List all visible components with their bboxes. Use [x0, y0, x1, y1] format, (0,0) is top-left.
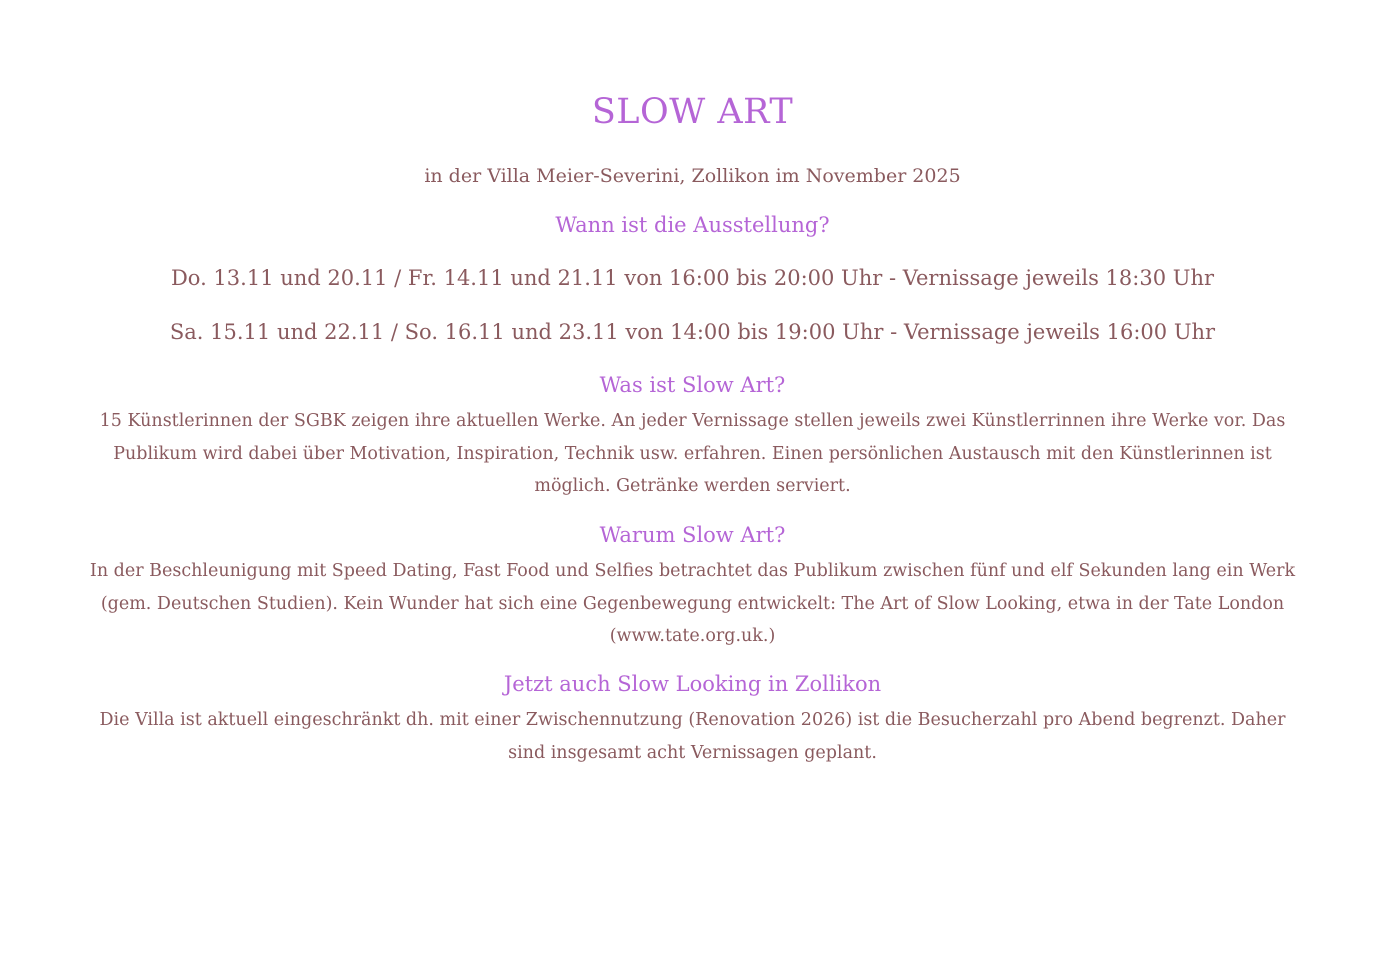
heading-when: Wann ist die Ausstellung?: [555, 213, 830, 237]
heading-why: Warum Slow Art?: [599, 523, 786, 547]
page-subtitle: in der Villa Meier-Severini, Zollikon im November 2025: [424, 165, 961, 187]
heading-now: Jetzt auch Slow Looking in Zollikon: [503, 672, 882, 696]
dates-line-2: Sa. 15.11 und 22.11 / So. 16.11 und 23.11 von 14:00 bis 19:00 Uhr - Vernissage jeweils 16:00 Uhr: [169, 320, 1216, 344]
paragraph-now: Die Villa ist aktuell eingeschränkt dh. mit einer Zwischennutzung (Renovation 2026) ist die Besucherzahl pro Abend begrenzt. Daher sind insgesamt acht Vernissagen geplant.: [99, 710, 1286, 763]
heading-what: Was ist Slow Art?: [599, 373, 786, 397]
dates-line-1: Do. 13.11 und 20.11 / Fr. 14.11 und 21.11 von 16:00 bis 20:00 Uhr - Vernissage jeweils 18:30 Uhr: [170, 266, 1215, 290]
page-title: SLOW ART: [591, 92, 794, 132]
paragraph-why: In der Beschleunigung mit Speed Dating, Fast Food und Selfies betrachtet das Publikum zwischen fünf und elf Sekunden lang ein Werk (gem. Deutschen Studien). Kein Wunder hat sich eine Gegenbewegung entwickelt: The Art of Slow Looking, etwa in der Tate London (www.tate.org.uk.): [89, 561, 1296, 646]
paragraph-what: 15 Künstlerinnen der SGBK zeigen ihre aktuellen Werke. An jeder Vernissage stellen jeweils zwei Künstlerrinnen ihre Werke vor. Das Publikum wird dabei über Motivation, Inspiration, Technik usw. erfahren. Einen persönlichen Austausch mit den Künstlerinnen ist möglich. Getränke werden serviert.: [99, 411, 1286, 496]
